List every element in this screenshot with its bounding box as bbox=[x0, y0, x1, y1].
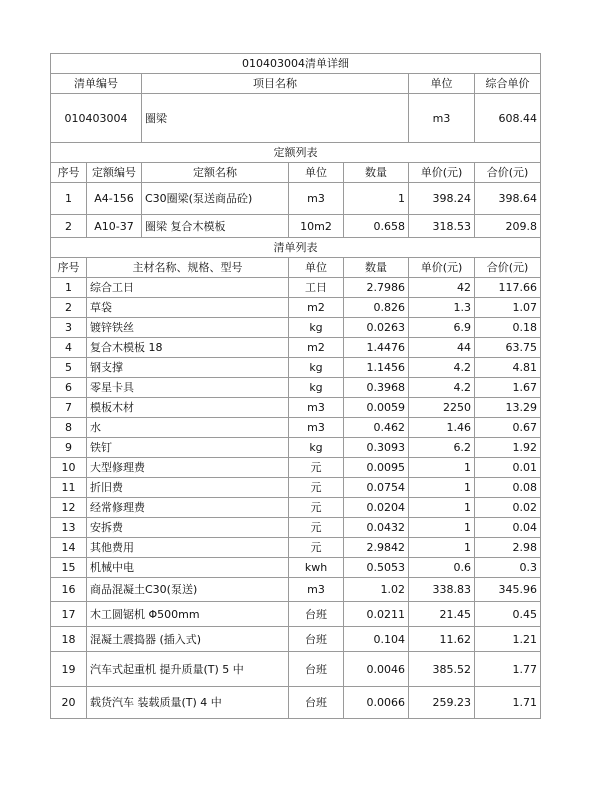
material-unit: 台班 bbox=[289, 687, 344, 719]
material-name: 载货汽车 装载质量(T) 4 中 bbox=[87, 687, 289, 719]
material-price: 1.3 bbox=[409, 298, 475, 318]
material-price: 338.83 bbox=[409, 578, 475, 602]
material-price-header: 单价(元) bbox=[409, 258, 475, 278]
material-unit: 工日 bbox=[289, 278, 344, 298]
material-row bbox=[51, 438, 541, 458]
material-total: 1.92 bbox=[475, 438, 541, 458]
quota-total: 398.64 bbox=[475, 183, 541, 215]
material-total: 0.18 bbox=[475, 318, 541, 338]
bill-code-header: 清单编号 bbox=[51, 74, 142, 94]
bill-header-row bbox=[51, 74, 541, 94]
material-unit: m3 bbox=[289, 398, 344, 418]
quota-row bbox=[51, 183, 541, 215]
material-no: 10 bbox=[51, 458, 87, 478]
bill-item-row bbox=[51, 94, 541, 143]
material-total: 1.07 bbox=[475, 298, 541, 318]
material-unit: 元 bbox=[289, 538, 344, 558]
material-name: 综合工日 bbox=[87, 278, 289, 298]
quota-code: A10-37 bbox=[87, 215, 142, 238]
material-unit: 台班 bbox=[289, 627, 344, 652]
material-price: 1 bbox=[409, 518, 475, 538]
material-no: 9 bbox=[51, 438, 87, 458]
material-name: 模板木材 bbox=[87, 398, 289, 418]
material-row bbox=[51, 298, 541, 318]
quota-unit: 10m2 bbox=[289, 215, 344, 238]
material-unit: 台班 bbox=[289, 602, 344, 627]
bill-unit-header: 单位 bbox=[409, 74, 475, 94]
material-no: 4 bbox=[51, 338, 87, 358]
material-name: 水 bbox=[87, 418, 289, 438]
material-section-row bbox=[51, 238, 541, 258]
material-name: 钢支撑 bbox=[87, 358, 289, 378]
material-qty: 0.3093 bbox=[344, 438, 409, 458]
material-qty: 1.1456 bbox=[344, 358, 409, 378]
material-name: 复合木模板 18 bbox=[87, 338, 289, 358]
material-total: 0.04 bbox=[475, 518, 541, 538]
material-row bbox=[51, 378, 541, 398]
material-price: 6.9 bbox=[409, 318, 475, 338]
material-unit: 元 bbox=[289, 458, 344, 478]
bill-name: 圈梁 bbox=[142, 94, 409, 143]
material-qty: 0.5053 bbox=[344, 558, 409, 578]
material-name: 零星卡具 bbox=[87, 378, 289, 398]
material-total-header: 合价(元) bbox=[475, 258, 541, 278]
material-qty: 0.0095 bbox=[344, 458, 409, 478]
material-total: 1.77 bbox=[475, 652, 541, 687]
material-no: 20 bbox=[51, 687, 87, 719]
material-no: 13 bbox=[51, 518, 87, 538]
material-name: 铁钉 bbox=[87, 438, 289, 458]
material-price: 1 bbox=[409, 498, 475, 518]
material-no: 1 bbox=[51, 278, 87, 298]
material-no: 14 bbox=[51, 538, 87, 558]
material-row bbox=[51, 278, 541, 298]
material-qty: 0.0432 bbox=[344, 518, 409, 538]
quota-name: 圈梁 复合木模板 bbox=[142, 215, 289, 238]
material-name: 折旧费 bbox=[87, 478, 289, 498]
quota-no-header: 序号 bbox=[51, 163, 87, 183]
material-qty: 0.0046 bbox=[344, 652, 409, 687]
material-row bbox=[51, 338, 541, 358]
quota-code-header: 定额编号 bbox=[87, 163, 142, 183]
material-total: 1.67 bbox=[475, 378, 541, 398]
material-name: 经常修理费 bbox=[87, 498, 289, 518]
material-price: 259.23 bbox=[409, 687, 475, 719]
quota-no: 2 bbox=[51, 215, 87, 238]
material-row bbox=[51, 498, 541, 518]
quota-unit: m3 bbox=[289, 183, 344, 215]
material-price: 1.46 bbox=[409, 418, 475, 438]
material-name: 镀锌铁丝 bbox=[87, 318, 289, 338]
quota-total-header: 合价(元) bbox=[475, 163, 541, 183]
bill-detail-sheet bbox=[50, 53, 540, 719]
material-unit: kg bbox=[289, 378, 344, 398]
material-total: 345.96 bbox=[475, 578, 541, 602]
material-name: 大型修理费 bbox=[87, 458, 289, 478]
material-price: 44 bbox=[409, 338, 475, 358]
material-total: 63.75 bbox=[475, 338, 541, 358]
quota-name: C30圈梁(泵送商品砼) bbox=[142, 183, 289, 215]
material-row bbox=[51, 318, 541, 338]
material-qty: 2.9842 bbox=[344, 538, 409, 558]
material-no: 12 bbox=[51, 498, 87, 518]
material-no: 18 bbox=[51, 627, 87, 652]
material-no: 8 bbox=[51, 418, 87, 438]
material-qty: 0.0066 bbox=[344, 687, 409, 719]
material-row bbox=[51, 358, 541, 378]
quota-code: A4-156 bbox=[87, 183, 142, 215]
material-name: 机械中电 bbox=[87, 558, 289, 578]
material-no: 15 bbox=[51, 558, 87, 578]
material-qty: 0.0204 bbox=[344, 498, 409, 518]
material-price: 1 bbox=[409, 538, 475, 558]
material-price: 1 bbox=[409, 478, 475, 498]
material-qty: 0.0059 bbox=[344, 398, 409, 418]
material-row bbox=[51, 398, 541, 418]
bill-unit-price: 608.44 bbox=[475, 94, 541, 143]
quota-header-row bbox=[51, 163, 541, 183]
material-row bbox=[51, 687, 541, 719]
quota-section-title: 定额列表 bbox=[51, 143, 541, 163]
material-name: 木工圆锯机 Φ500mm bbox=[87, 602, 289, 627]
material-price: 11.62 bbox=[409, 627, 475, 652]
material-row bbox=[51, 578, 541, 602]
quota-qty-header: 数量 bbox=[344, 163, 409, 183]
quota-qty: 0.658 bbox=[344, 215, 409, 238]
material-row bbox=[51, 458, 541, 478]
material-name: 商品混凝土C30(泵送) bbox=[87, 578, 289, 602]
material-price: 4.2 bbox=[409, 378, 475, 398]
material-unit-header: 单位 bbox=[289, 258, 344, 278]
material-name: 安拆费 bbox=[87, 518, 289, 538]
material-name: 混凝土震捣器 (插入式) bbox=[87, 627, 289, 652]
material-row bbox=[51, 627, 541, 652]
material-total: 0.45 bbox=[475, 602, 541, 627]
material-total: 4.81 bbox=[475, 358, 541, 378]
quota-price: 398.24 bbox=[409, 183, 475, 215]
material-qty: 0.0211 bbox=[344, 602, 409, 627]
material-qty: 0.0754 bbox=[344, 478, 409, 498]
material-qty: 0.104 bbox=[344, 627, 409, 652]
material-name-header: 主材名称、规格、型号 bbox=[87, 258, 289, 278]
material-qty-header: 数量 bbox=[344, 258, 409, 278]
material-unit: m3 bbox=[289, 418, 344, 438]
quota-total: 209.8 bbox=[475, 215, 541, 238]
material-qty: 2.7986 bbox=[344, 278, 409, 298]
quota-name-header: 定额名称 bbox=[142, 163, 289, 183]
material-total: 0.08 bbox=[475, 478, 541, 498]
material-unit: m2 bbox=[289, 338, 344, 358]
sheet-title-row bbox=[51, 54, 541, 74]
material-row bbox=[51, 418, 541, 438]
material-price: 0.6 bbox=[409, 558, 475, 578]
material-unit: 元 bbox=[289, 518, 344, 538]
material-name: 其他费用 bbox=[87, 538, 289, 558]
material-price: 42 bbox=[409, 278, 475, 298]
material-no: 16 bbox=[51, 578, 87, 602]
material-unit: 台班 bbox=[289, 652, 344, 687]
material-price: 385.52 bbox=[409, 652, 475, 687]
material-total: 1.21 bbox=[475, 627, 541, 652]
material-no: 5 bbox=[51, 358, 87, 378]
material-no: 17 bbox=[51, 602, 87, 627]
material-no: 11 bbox=[51, 478, 87, 498]
material-unit: 元 bbox=[289, 478, 344, 498]
material-unit: m2 bbox=[289, 298, 344, 318]
bill-unit: m3 bbox=[409, 94, 475, 143]
material-qty: 0.826 bbox=[344, 298, 409, 318]
material-name: 汽车式起重机 提升质量(T) 5 中 bbox=[87, 652, 289, 687]
bill-name-header: 项目名称 bbox=[142, 74, 409, 94]
material-price: 4.2 bbox=[409, 358, 475, 378]
material-row bbox=[51, 652, 541, 687]
material-qty: 0.0263 bbox=[344, 318, 409, 338]
material-qty: 1.4476 bbox=[344, 338, 409, 358]
material-name: 草袋 bbox=[87, 298, 289, 318]
quota-price: 318.53 bbox=[409, 215, 475, 238]
material-row bbox=[51, 602, 541, 627]
material-qty: 1.02 bbox=[344, 578, 409, 602]
material-unit: m3 bbox=[289, 578, 344, 602]
material-no: 7 bbox=[51, 398, 87, 418]
material-unit: kwh bbox=[289, 558, 344, 578]
material-unit: kg bbox=[289, 318, 344, 338]
material-price: 1 bbox=[409, 458, 475, 478]
bill-code: 010403004 bbox=[51, 94, 142, 143]
material-total: 0.02 bbox=[475, 498, 541, 518]
material-total: 0.67 bbox=[475, 418, 541, 438]
quota-row bbox=[51, 215, 541, 238]
material-total: 117.66 bbox=[475, 278, 541, 298]
material-no-header: 序号 bbox=[51, 258, 87, 278]
material-row bbox=[51, 518, 541, 538]
material-price: 21.45 bbox=[409, 602, 475, 627]
material-header-row bbox=[51, 258, 541, 278]
bill-detail-table bbox=[50, 53, 541, 719]
material-no: 3 bbox=[51, 318, 87, 338]
material-unit: kg bbox=[289, 358, 344, 378]
material-total: 1.71 bbox=[475, 687, 541, 719]
quota-section-row bbox=[51, 143, 541, 163]
material-unit: 元 bbox=[289, 498, 344, 518]
material-no: 2 bbox=[51, 298, 87, 318]
material-row bbox=[51, 478, 541, 498]
quota-price-header: 单价(元) bbox=[409, 163, 475, 183]
quota-qty: 1 bbox=[344, 183, 409, 215]
material-row bbox=[51, 558, 541, 578]
material-price: 2250 bbox=[409, 398, 475, 418]
material-no: 6 bbox=[51, 378, 87, 398]
sheet-title: 010403004清单详细 bbox=[51, 54, 541, 74]
bill-unit-price-header: 综合单价 bbox=[475, 74, 541, 94]
material-total: 2.98 bbox=[475, 538, 541, 558]
material-no: 19 bbox=[51, 652, 87, 687]
material-unit: kg bbox=[289, 438, 344, 458]
quota-no: 1 bbox=[51, 183, 87, 215]
material-row bbox=[51, 538, 541, 558]
material-total: 13.29 bbox=[475, 398, 541, 418]
material-price: 6.2 bbox=[409, 438, 475, 458]
quota-unit-header: 单位 bbox=[289, 163, 344, 183]
material-qty: 0.462 bbox=[344, 418, 409, 438]
material-total: 0.3 bbox=[475, 558, 541, 578]
material-total: 0.01 bbox=[475, 458, 541, 478]
material-section-title: 清单列表 bbox=[51, 238, 541, 258]
material-qty: 0.3968 bbox=[344, 378, 409, 398]
